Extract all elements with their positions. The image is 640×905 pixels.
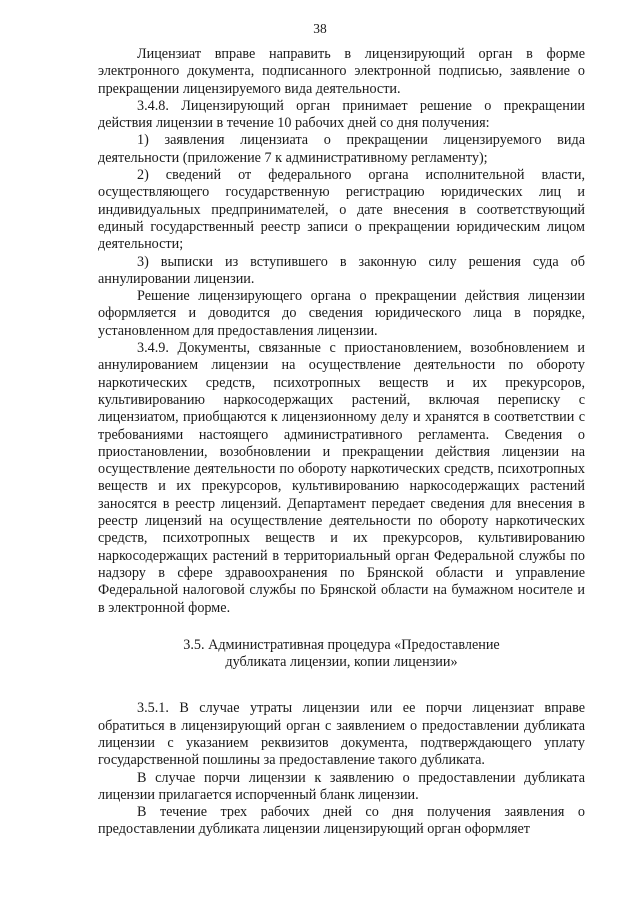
section-heading-line: дубликата лицензии, копии лицензии» xyxy=(225,654,458,671)
paragraph: 3.5.1. В случае утраты лицензии или ее порчи лицензиат вправе обратиться в лицензирующий орган с заявлением о предоставлении дубликата лицензии с указанием реквизитов документа, подтверждающего уплату государственной пошлины за предоставление такого дубликата. xyxy=(98,700,585,769)
list-item: 2) сведений от федерального органа исполнительной власти, осуществляющего государственную регистрацию юридических лиц и индивидуальных предпринимателей, о дате внесения в соответствующий единый государственный реестр записи о прекращении юридическим лицом деятельности; xyxy=(98,167,585,253)
paragraph: Лицензиат вправе направить в лицензирующий орган в форме электронного документа, подписанного электронной подписью, заявление о прекращении лицензируемого вида деятельности. xyxy=(98,46,585,97)
page-number: 38 xyxy=(313,21,327,36)
paragraph: 3.4.9. Документы, связанные с приостановлением, возобновлением и аннулированием лицензии на осуществление деятельности по обороту наркотических средств, психотропных веществ и их прекурсоров, культивированию наркосодержащих растений, включая переписку с лицензиатом, приобщаются к лицензионному делу и хранятся в соответствии с требованиями настоящего административного регламента. Сведения о приостановлении, возобновлении и прекращении действия лицензии на осуществление деятельности по обороту наркотических средств, психотропных веществ и их прекурсоров, культивированию наркосодержащих растений заносятся в реестр лицензий. Департамент передает сведения для внесения в реестр лицензий на осуществление деятельности по обороту наркотических средств, психотропных веществ и их прекурсоров, культивированию наркосодержащих растений в территориальный орган Федеральной службы по надзору в сфере здравоохранения по Брянской области и управление Федеральной налоговой службы по Брянской области на бумажном носителе и в электронной форме. xyxy=(98,340,585,616)
paragraph: В течение трех рабочих дней со дня получения заявления о предоставлении дубликата лицензии лицензирующий орган оформляет xyxy=(98,804,585,838)
section-heading xyxy=(98,637,585,672)
list-item: 3) выписки из вступившего в законную силу решения суда об аннулировании лицензии. xyxy=(98,253,585,287)
document-body xyxy=(98,46,585,839)
paragraph: В случае порчи лицензии к заявлению о предоставлении дубликата лицензии прилагается испорченный бланк лицензии. xyxy=(98,769,585,803)
paragraph: 3.4.8. Лицензирующий орган принимает решение о прекращении действия лицензии в течение 10 рабочих дней со дня получения: xyxy=(98,97,585,132)
paragraph: Решение лицензирующего органа о прекращении действия лицензии оформляется и доводится до сведения юридического лица в порядке, установленном для предоставления лицензии. xyxy=(98,288,585,339)
list-item: 1) заявления лицензиата о прекращении лицензируемого вида деятельности (приложение 7 к административному регламенту); xyxy=(98,132,585,166)
section-heading-line: 3.5. Административная процедура «Предоставление xyxy=(183,636,500,653)
